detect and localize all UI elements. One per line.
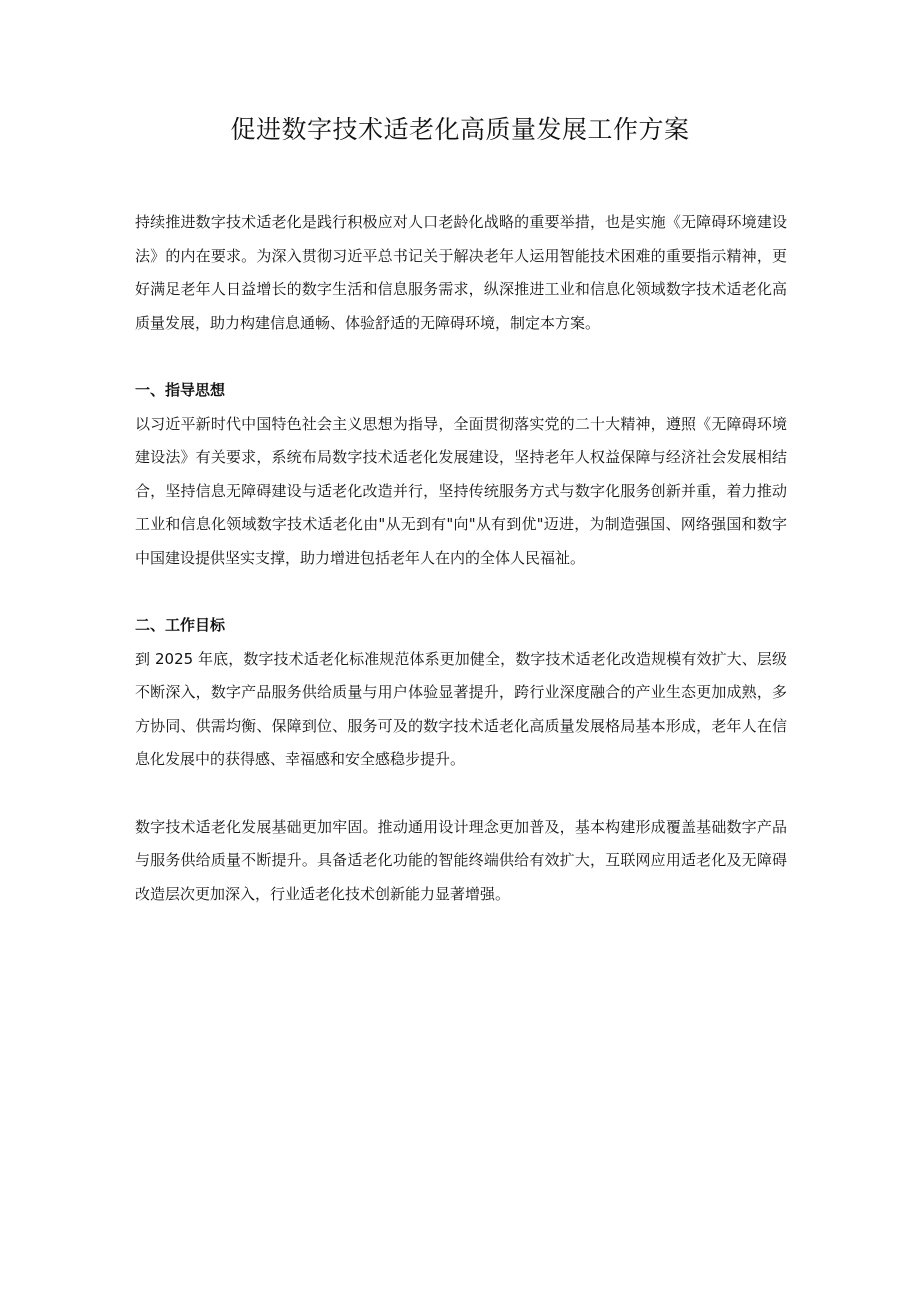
section-paragraph: 数字技术适老化发展基础更加牢固。推动通用设计理念更加普及，基本构建形成覆盖基础数字产品与服务供给质量不断提升。具备适老化功能的智能终端供给有效扩大，互联网应用适老化及无障碍改造层次更加深入，行业适老化技术创新能力显著增强。 [135,817,787,903]
section-work-goals [135,609,787,911]
document-title: 促进数字技术适老化高质量发展工作方案 [230,115,690,144]
section-paragraph: 到 2025 年底，数字技术适老化标准规范体系更加健全，数字技术适老化改造规模有效扩大、层级不断深入，数字产品服务供给质量与用户体验显著提升，跨行业深度融合的产业生态更加成熟，多方协同、供需均衡、保障到位、服务可及的数字技术适老化高质量发展格局基本形成，老年人在信息化发展中的获得感、幸福感和安全感稳步提升。 [135,649,787,768]
section-heading: 一、指导思想 [135,381,226,399]
document-body [135,206,787,911]
section-guiding-ideology [135,374,787,575]
section-heading: 二、工作目标 [135,616,226,634]
section-paragraph: 以习近平新时代中国特色社会主义思想为指导，全面贯彻落实党的二十大精神，遵照《无障碍环境建设法》有关要求，系统布局数字技术适老化发展建设，坚持老年人权益保障与经济社会发展相结合，坚持信息无障碍建设与适老化改造并行，坚持传统服务方式与数字化服务创新并重，着力推动工业和信息化领域数字技术适老化由"从无到有"向"从有到优"迈进，为制造强国、网络强国和数字中国建设提供坚实支撑，助力增进包括老年人在内的全体人民福祉。 [135,414,787,567]
intro-paragraph: 持续推进数字技术适老化是践行积极应对人口老龄化战略的重要举措，也是实施《无障碍环境建设法》的内在要求。为深入贯彻习近平总书记关于解决老年人运用智能技术困难的重要指示精神，更好满足老年人日益增长的数字生活和信息服务需求，纵深推进工业和信息化领域数字技术适老化高质量发展，助力构建信息通畅、体验舒适的无障碍环境，制定本方案。 [135,213,787,332]
